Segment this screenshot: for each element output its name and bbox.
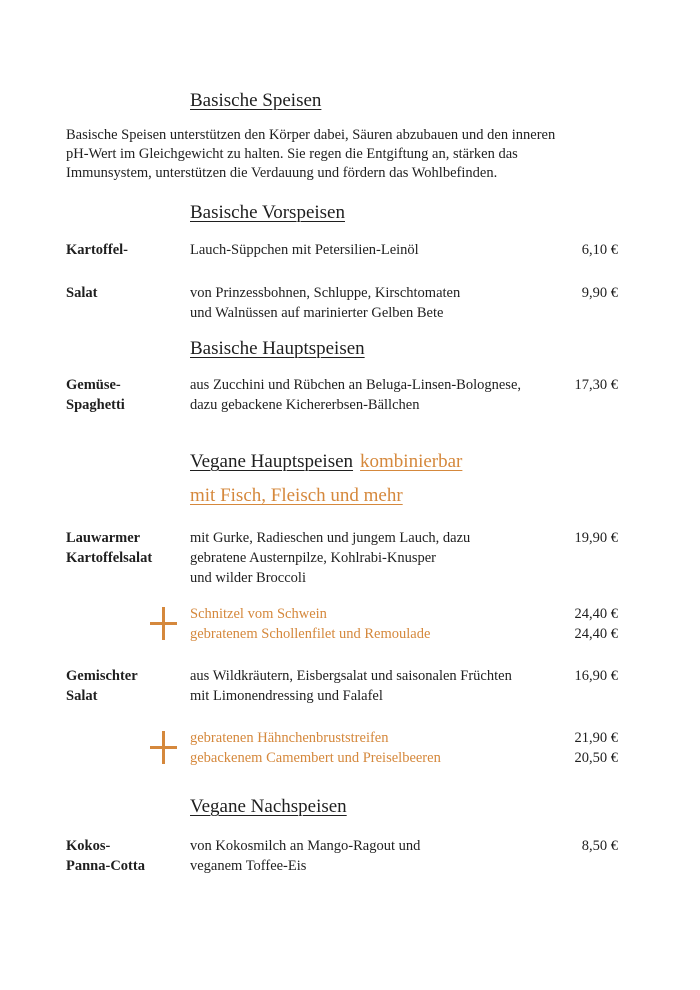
section-heading-vegane-hauptspeisen (190, 452, 618, 506)
item-name (66, 836, 190, 876)
item-description (190, 240, 582, 260)
item-description (190, 375, 575, 415)
heading-accent-text: mit Fisch, Fleisch und mehr (190, 485, 403, 506)
item-name-line: Salat (66, 688, 98, 704)
menu-item-kokos-panna-cotta (66, 836, 618, 876)
item-price: 9,90 € (581, 285, 618, 301)
section-heading-hauptspeisen (190, 339, 618, 359)
addon-plus-cell (66, 604, 190, 644)
menu-item-gemischter-salat (66, 666, 618, 706)
addon-group-haehnchen-camembert (66, 728, 618, 768)
addon-price: 21,90 € (574, 730, 618, 746)
menu-item-lauwarmer-kartoffelsalat (66, 528, 618, 588)
menu-item-kartoffel (66, 240, 618, 260)
addon-plus-cell (66, 728, 190, 768)
addon-option-line: Schnitzel vom Schwein (190, 606, 327, 622)
item-description-line: Lauch-Süppchen mit Petersilien-Leinöl (190, 242, 419, 258)
item-name-line: Salat (66, 285, 98, 301)
item-name (66, 528, 190, 588)
intro-line: pH-Wert im Gleichgewicht zu halten. Sie regen die Entgiftung an, stärken das (66, 146, 518, 162)
item-description-line: gebratene Austernpilze, Kohlrabi-Knusper (190, 550, 437, 566)
item-name-line: Spaghetti (66, 397, 125, 413)
menu-item-salat (66, 283, 618, 323)
item-description (190, 836, 582, 876)
intro-line: Basische Speisen unterstützen den Körper dabei, Säuren abzubauen und den inneren (66, 127, 556, 143)
item-description-line: und wilder Broccoli (190, 570, 306, 586)
section-heading-vorspeisen (190, 203, 618, 223)
item-name-line: Panna-Cotta (66, 858, 145, 874)
item-description (190, 666, 575, 706)
addon-option-line: gebackenem Camembert und Preiselbeeren (190, 750, 441, 766)
item-price: 16,90 € (574, 668, 618, 684)
item-price: 19,90 € (574, 530, 618, 546)
item-description-line: und Walnüssen auf marinierter Gelben Bete (190, 305, 444, 321)
item-price: 8,50 € (581, 838, 618, 854)
intro-line: Immunsystem, unterstützen die Verdauung und fördern das Wohlbefinden. (66, 165, 498, 181)
item-name (66, 283, 190, 323)
heading-line (190, 452, 618, 472)
section-heading-nachspeisen (190, 797, 618, 817)
item-description-line: von Prinzessbohnen, Schluppe, Kirschtomaten (190, 285, 461, 301)
addon-price: 20,50 € (574, 750, 618, 766)
item-name-line: Kartoffelsalat (66, 550, 153, 566)
item-description-line: mit Limonendressing und Falafel (190, 688, 383, 704)
menu-item-gemuese-spaghetti (66, 375, 618, 415)
addon-group-schnitzel-scholle (66, 604, 618, 644)
item-description-line: aus Zucchini und Rübchen an Beluga-Linsen-Bolognese, (190, 377, 522, 393)
item-name (66, 666, 190, 706)
addon-price: 24,40 € (574, 626, 618, 642)
addon-options (190, 728, 575, 768)
item-name-line: Kartoffel- (66, 242, 128, 258)
item-description (190, 283, 582, 323)
item-description (190, 528, 575, 588)
item-price: 6,10 € (581, 242, 618, 258)
item-name-line: Gemüse- (66, 377, 121, 393)
item-description-line: mit Gurke, Radieschen und jungem Lauch, dazu (190, 530, 471, 546)
item-name (66, 375, 190, 415)
heading-main-text: Vegane Hauptspeisen (190, 451, 354, 472)
item-description-line: dazu gebackene Kichererbsen-Bällchen (190, 397, 420, 413)
item-description-line: aus Wildkräutern, Eisbergsalat und saisonalen Früchten (190, 668, 512, 684)
item-price: 17,30 € (574, 377, 618, 393)
item-description-line: veganem Toffee-Eis (190, 858, 307, 874)
addon-prices (575, 604, 619, 644)
addon-options (190, 604, 575, 644)
section-heading-text: Basische Vorspeisen (190, 202, 345, 223)
plus-icon (150, 731, 177, 764)
item-name-line: Kokos- (66, 838, 111, 854)
page-title-text: Basische Speisen (190, 90, 322, 111)
item-name (66, 240, 190, 260)
page-title (190, 91, 618, 111)
heading-accent-text: kombinierbar (360, 451, 463, 472)
section-heading-text: Basische Hauptspeisen (190, 338, 365, 359)
addon-price: 24,40 € (574, 606, 618, 622)
item-name-line: Gemischter (66, 668, 138, 684)
addon-option-line: gebratenem Schollenfilet und Remoulade (190, 626, 431, 642)
section-heading-text: Vegane Nachspeisen (190, 796, 347, 817)
plus-icon (150, 607, 177, 640)
addon-option-line: gebratenen Hähnchenbruststreifen (190, 730, 389, 746)
addon-prices (575, 728, 619, 768)
intro-paragraph (66, 126, 618, 183)
item-name-line: Lauwarmer (66, 530, 141, 546)
heading-line (190, 486, 618, 506)
item-description-line: von Kokosmilch an Mango-Ragout und (190, 838, 421, 854)
